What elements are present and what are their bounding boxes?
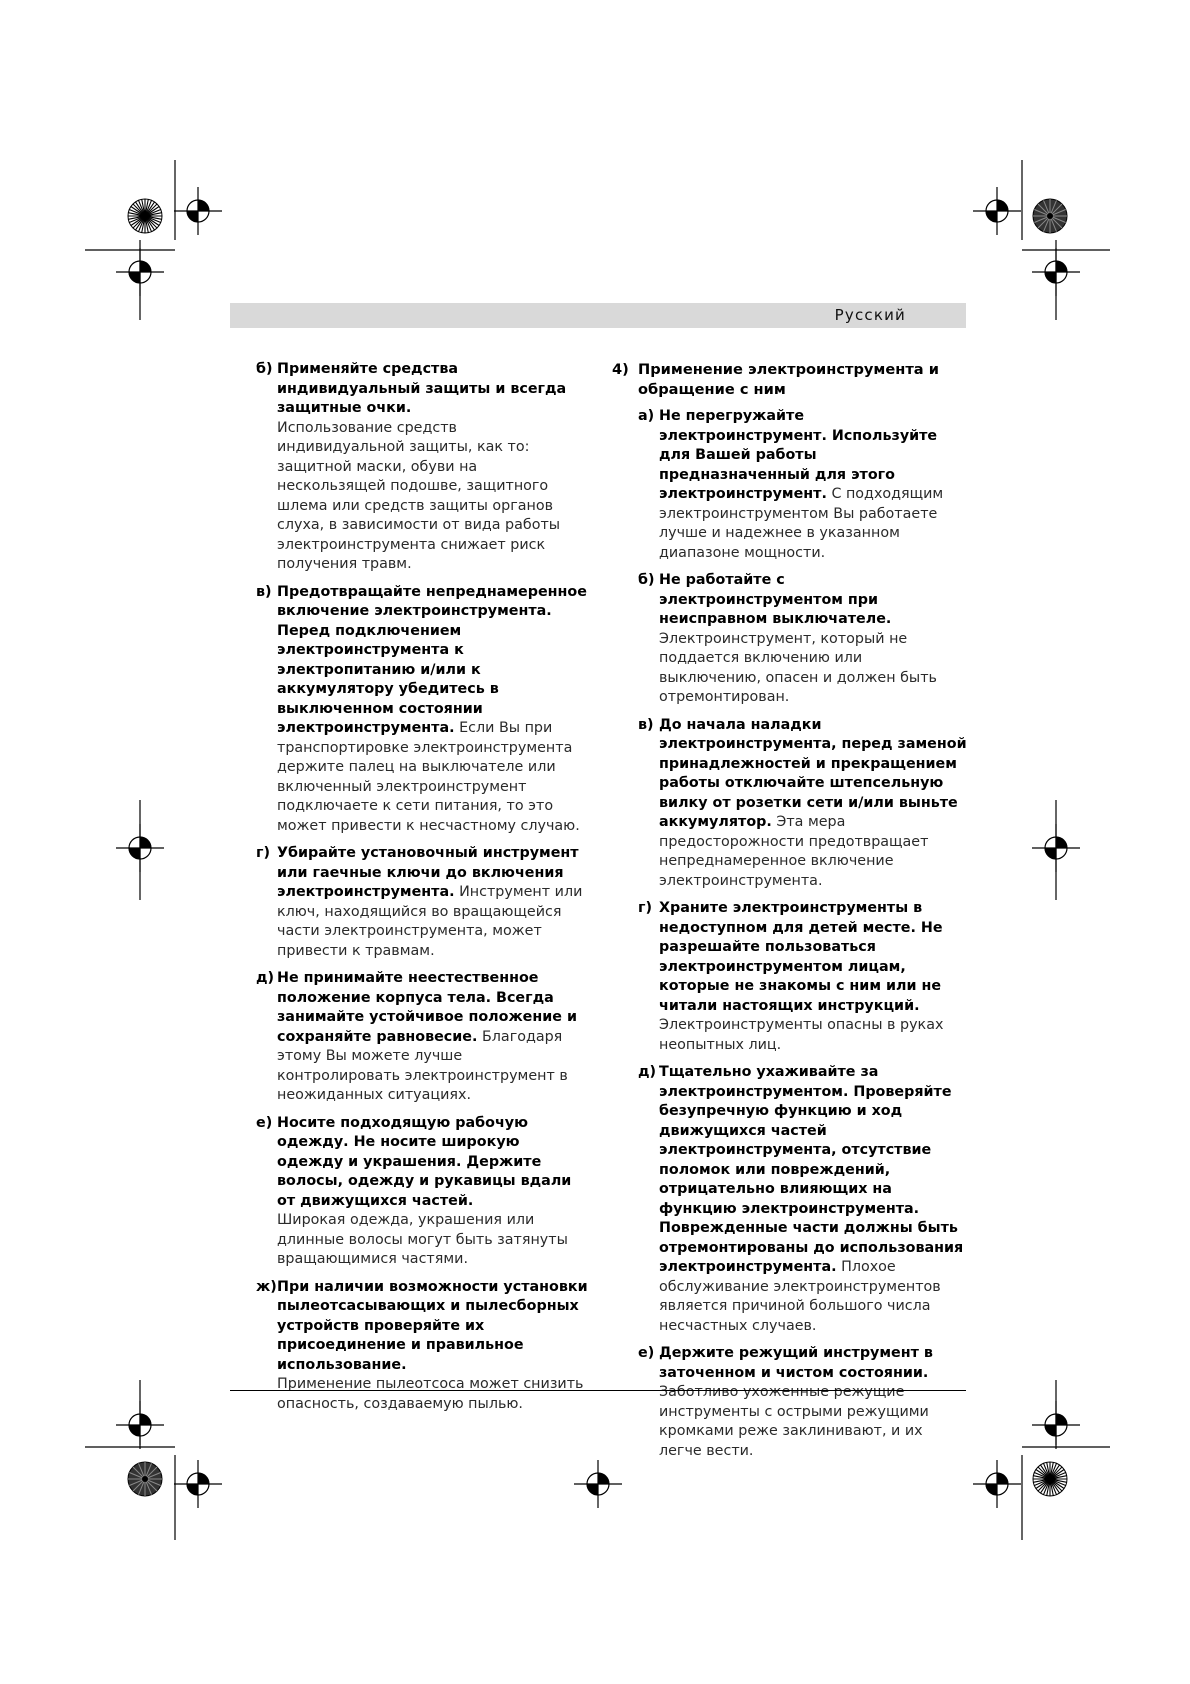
item-instruction: Храните электроинструменты в недоступном для детей месте. Не разрешайте пользоваться электроинструментом лицам, которые не знакомы с ним или не читали настоящих инструкций. [659, 900, 943, 1014]
item-explanation: Электроинструменты опасны в руках неопытных лиц. [659, 1017, 944, 1053]
item-marker: г) [638, 900, 653, 916]
item-marker: а) [638, 408, 655, 424]
item-explanation: Применение пылеотсоса может снизить опасность, создаваемую пылью. [277, 1376, 584, 1412]
item-content [277, 583, 588, 837]
item-marker: в) [256, 583, 272, 600]
list-item [638, 1063, 968, 1336]
header-band [230, 303, 966, 328]
item-explanation: Инструмент или ключ, находящийся во вращающейся части электроинструмента, может привести к травмам. [277, 884, 583, 959]
item-instruction: Предотвращайте непреднамеренное включение электроинструмента. Перед подключением электроинструмента к электропитанию и/или к аккумулятору убедитесь в выключенном состоянии электроинструмента. [277, 583, 587, 736]
section-heading [612, 360, 968, 399]
item-instruction: Тщательно ухаживайте за электроинструментом. Проверяйте безупречную функцию и ход движущихся частей электроинструмента, отсутствие поломок или повреждений, отрицательно влияющих на функцию электроинструмента. Поврежденные части должны быть отремонтированы до использования электроинструмента. [659, 1064, 964, 1275]
item-content [277, 1114, 588, 1270]
item-instruction: Носите подходящую рабочую одежду. Не носите широкую одежду и украшения. Держите волосы, одежду и рукавицы вдали от движущихся частей. [277, 1114, 572, 1209]
item-marker: в) [638, 716, 654, 733]
language-label: Русский [834, 306, 906, 324]
item-instruction: Держите режущий инструмент в заточенном и чистом состоянии. [659, 1345, 933, 1381]
list-item [256, 1114, 588, 1270]
item-instruction: Не принимайте неестественное положение корпуса тела. Всегда занимайте устойчивое положение и сохраняйте равновесие. [277, 970, 577, 1045]
item-content [277, 969, 588, 1106]
item-marker: е) [638, 1345, 655, 1361]
item-instruction: До начала наладки электроинструмента, перед заменой принадлежностей и прекращением работы отключайте штепсельную вилку от розетки сети и/или выньте аккумулятор. [659, 716, 967, 830]
left-column [256, 360, 588, 1422]
item-content [659, 1063, 968, 1336]
list-item [638, 571, 968, 708]
item-explanation: Эта мера предосторожности предотвращает непреднамеренное включение электроинструмента. [659, 814, 929, 889]
item-instruction: При наличии возможности установки пылеотсасывающих и пылесборных устройств проверяйте их присоединение и правильное использование. [277, 1278, 588, 1373]
right-column [612, 360, 968, 1469]
item-explanation: Широкая одежда, украшения или длинные волосы могут быть затянуты вращающимися частями. [277, 1212, 568, 1267]
item-explanation: Плохое обслуживание электроинструментов является причиной большого числа несчастных случаев. [659, 1259, 941, 1334]
item-marker: б) [638, 572, 655, 588]
item-marker: е) [256, 1114, 273, 1131]
item-content [659, 407, 968, 563]
item-content [277, 844, 588, 961]
list-item [256, 583, 588, 837]
item-content [659, 1344, 968, 1461]
item-marker: г) [256, 845, 271, 861]
list-item [638, 716, 968, 892]
section-number: 4) [612, 361, 629, 378]
list-item [256, 969, 588, 1106]
item-instruction: Убирайте установочный инструмент или гаечные ключи до включения электроинструмента. [277, 845, 579, 900]
item-content [277, 1278, 588, 1415]
item-marker: д) [638, 1064, 657, 1080]
item-instruction: Не работайте с электроинструментом при неисправном выключателе. [659, 572, 892, 627]
item-marker: ж) [256, 1278, 277, 1295]
section-title: Применение электроинструмента и обращение с ним [638, 361, 939, 398]
list-item [638, 407, 968, 563]
list-item [638, 1344, 968, 1461]
item-explanation: С подходящим электроинструментом Вы работаете лучше и надежнее в указанном диапазоне мощности. [659, 486, 944, 561]
item-explanation: Использование средств индивидуальной защиты, как то: защитной маски, обуви на нескользящей подошве, защитного шлема или средств защиты органов слуха, в зависимости от вида работы электроинструмента снижает риск получения травм. [277, 419, 561, 572]
footer-rule [230, 1390, 966, 1391]
item-explanation: Электроинструмент, который не поддается включению или выключению, опасен и должен быть отремонтирован. [659, 630, 937, 705]
list-item [638, 899, 968, 1055]
item-content [659, 899, 968, 1055]
list-item [256, 360, 588, 575]
item-content [659, 716, 968, 892]
item-marker: б) [256, 361, 273, 377]
item-content [659, 571, 968, 708]
list-item [256, 844, 588, 961]
item-explanation: Благодаря этому Вы можете лучше контролировать электроинструмент в неожиданных ситуациях. [277, 1028, 568, 1103]
item-explanation: Если Вы при транспортировке электроинструмента держите палец на выключателе или включенный электроинструмент подключаете к сети питания, то это может привести к несчастному случаю. [277, 720, 580, 834]
item-explanation: Заботливо ухоженные режущие инструменты с острыми режущими кромками реже заклинивают, и их легче вести. [659, 1384, 929, 1459]
list-item [256, 1278, 588, 1415]
item-content [277, 360, 588, 575]
item-marker: д) [256, 970, 275, 986]
item-instruction: Применяйте средства индивидуальный защиты и всегда защитные очки. [277, 361, 567, 416]
item-instruction: Не перегружайте электроинструмент. Используйте для Вашей работы предназначенный для этого электроинструмент. [659, 408, 938, 502]
